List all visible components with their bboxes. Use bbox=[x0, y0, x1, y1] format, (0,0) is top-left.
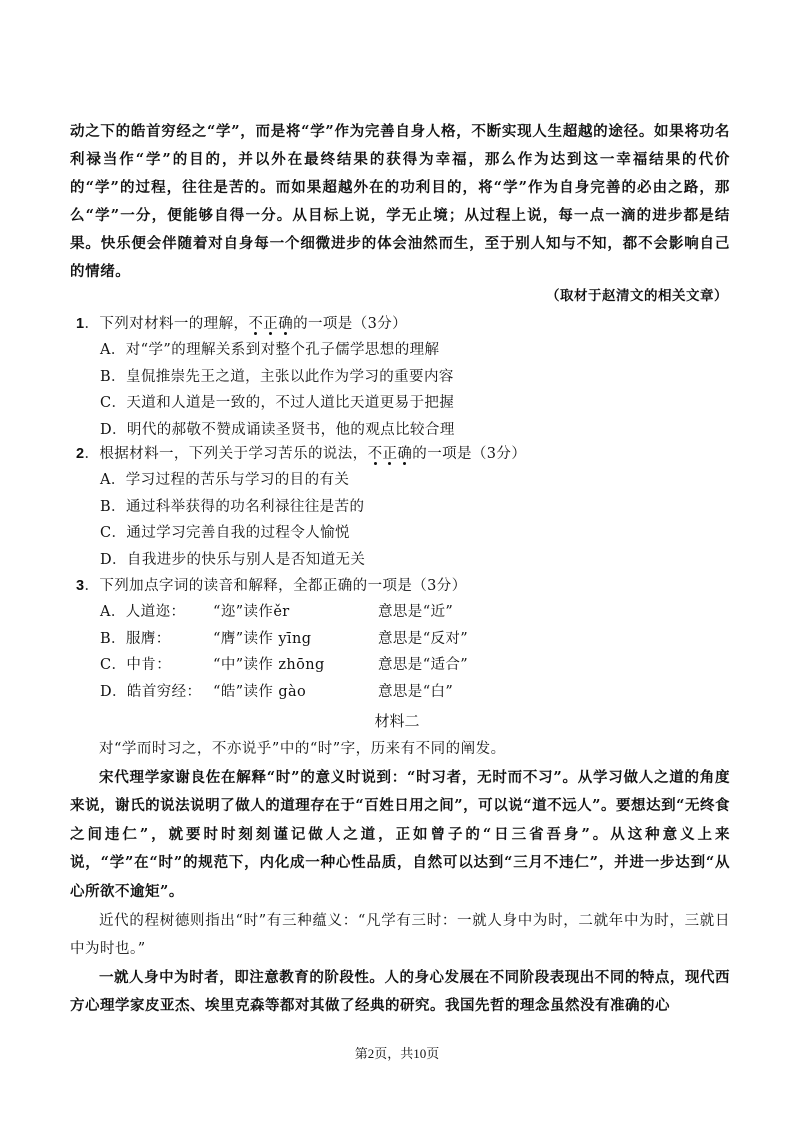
question-number: 3 bbox=[76, 578, 85, 594]
question-stem bbox=[76, 441, 736, 467]
section-title: 材料二 bbox=[374, 712, 420, 730]
question-1 bbox=[76, 311, 736, 443]
option-d: D．明代的郝敬不赞成诵读圣贤书，他的观点比较合理 bbox=[100, 421, 455, 438]
stem-text: 的一项是（3分） bbox=[412, 446, 527, 462]
option-a: A．对“学”的理解关系到对整个孔子儒学思想的理解 bbox=[100, 342, 440, 358]
material-2-body bbox=[70, 735, 730, 1021]
option-a: A．学习过程的苦乐与学习的目的有关 bbox=[100, 472, 350, 488]
option-d bbox=[76, 679, 736, 706]
option-term: C．中肯： bbox=[100, 657, 172, 673]
option-c bbox=[76, 652, 736, 679]
option-meaning: 意思是“反对” bbox=[378, 630, 469, 647]
option-meaning: 意思是“白” bbox=[378, 683, 454, 700]
option-c: C．天道和人道是一致的，不过人道比天道更易于把握 bbox=[100, 395, 455, 411]
option-reading: “中”读作 zhōng bbox=[213, 657, 325, 673]
option-meaning: 意思是“适合” bbox=[378, 657, 469, 673]
question-number: 1 bbox=[76, 316, 85, 332]
material-paragraph: 对“学而时习之，不亦说乎”中的“时”字，历来有不同的阐发。 bbox=[99, 741, 506, 757]
option-reading: “迩”读作ěr bbox=[213, 604, 290, 620]
emphasis-dot-char: 确 bbox=[397, 446, 413, 462]
question-2 bbox=[76, 441, 736, 573]
material-paragraph: 一就人身中为时者，即注意教育的阶段性。人的身心发展在不同阶段表现出不同的特点，现代西方心理学家皮亚杰、埃里克森等都对其做了经典的研究。我国先哲的理念虽然没有准确的心 bbox=[70, 968, 730, 1015]
option-d: D．自我进步的快乐与别人是否知道无关 bbox=[100, 551, 366, 568]
question-stem bbox=[76, 573, 736, 599]
stem-text: ．根据材料一，下列关于学习苦乐的说法， bbox=[84, 446, 368, 462]
question-stem bbox=[76, 311, 736, 337]
option-b: B．皇侃推崇先王之道，主张以此作为学习的重要内容 bbox=[100, 368, 454, 385]
emphasis-dot-char: 确 bbox=[278, 316, 294, 332]
option-term: A．人道迩： bbox=[100, 604, 186, 620]
emphasis-dot-char: 不 bbox=[367, 446, 383, 462]
stem-text: 的一项是（3分） bbox=[293, 316, 408, 332]
option-term: D．皓首穷经： bbox=[100, 683, 202, 700]
question-3 bbox=[76, 573, 736, 705]
option-meaning: 意思是“近” bbox=[378, 604, 454, 620]
emphasis-dot-char: 不 bbox=[248, 316, 264, 332]
emphasis-dot-char: 正 bbox=[382, 446, 398, 462]
material-paragraph: 近代的程树德则指出“时”有三种蕴义：“凡学有三时：一就人身中为时，二就年中为时，三就日中为时也。” bbox=[70, 912, 730, 958]
option-reading: “膺”读作 yīng bbox=[213, 630, 312, 647]
stem-text: ．下列加点字词的读音和解释，全都正确的一项是（3分） bbox=[84, 578, 467, 594]
source-citation: （取材于赵清文的相关文章） bbox=[546, 288, 728, 304]
option-reading: “皓”读作 gào bbox=[213, 683, 307, 700]
option-a bbox=[76, 599, 736, 626]
option-c: C．通过学习完善自我的过程令人愉悦 bbox=[100, 525, 350, 541]
passage-paragraph: 动之下的皓首穷经之“学”，而是将“学”作为完善自身人格，不断实现人生超越的途径。如果将功名利禄当作“学”的目的，并以外在最终结果的获得为幸福，那么作为达到这一幸福结果的代价的“学”的过程，往往是苦的。而如果超越外在的功利目的，将“学”作为自身完善的必由之路，那么“学”一分，便能够自得一分。从目标上说，学无止境；从过程上说，每一点一滴的进步都是结果。快乐便会伴随着对自身每一个细微进步的体会油然而生，至于别人知与不知，都不会影响自己的情绪。 bbox=[70, 123, 730, 280]
option-term: B．服膺： bbox=[100, 630, 171, 647]
material-paragraph: 宋代理学家谢良佐在解释“时”的意义时说到：“时习者，无时而不习”。从学习做人之道的角度来说，谢氏的说法说明了做人的道理存在于“百姓日用之间”，可以说“道不远人”。要想达到“无终食之间违仁”，就要时时刻刻谨记做人之道，正如曾子的“日三省吾身”。从这种意义上来说，“学”在“时”的规范下，内化成一种心性品质，自然可以达到“三月不违仁”，并进一步达到“从心所欲不逾矩”。 bbox=[70, 768, 730, 900]
question-number: 2 bbox=[76, 446, 85, 462]
stem-text: ．下列对材料一的理解， bbox=[84, 316, 249, 332]
emphasis-dot-char: 正 bbox=[263, 316, 279, 332]
option-b bbox=[76, 626, 736, 653]
option-b: B．通过科举获得的功名利禄往往是苦的 bbox=[100, 498, 365, 515]
page-footer: 第2页，共10页 bbox=[354, 1046, 440, 1061]
